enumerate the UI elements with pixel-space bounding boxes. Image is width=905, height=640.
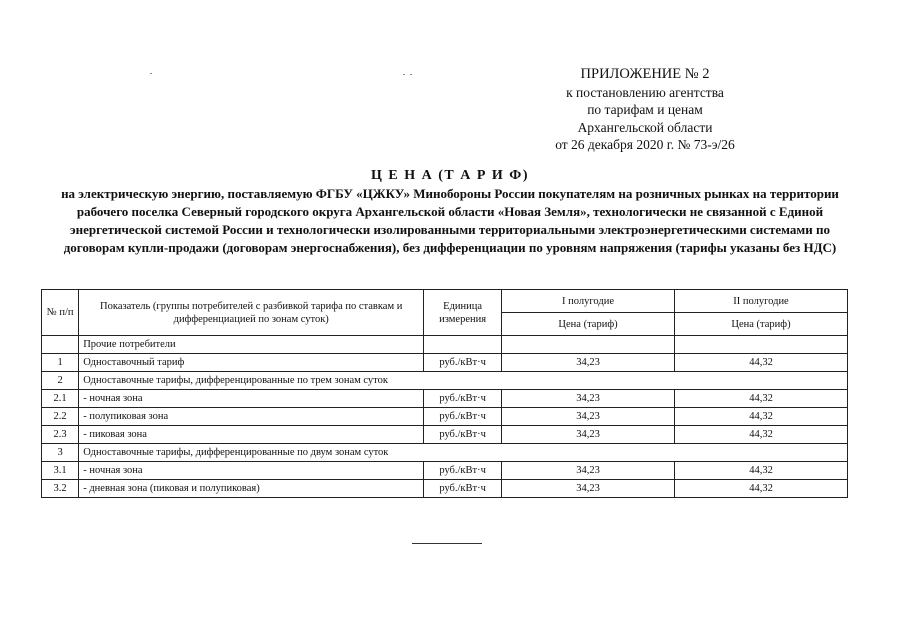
row-price-1: 34,23 — [502, 408, 675, 426]
row-number: 3.2 — [42, 480, 79, 498]
scan-speck — [410, 74, 412, 75]
row-indicator: Одноставочный тариф — [79, 354, 424, 372]
row-price-2: 44,32 — [675, 408, 848, 426]
row-indicator: - полупиковая зона — [79, 408, 424, 426]
group-title: Одноставочные тарифы, дифференцированные по трем зонам суток — [79, 372, 848, 390]
row-price-2: 44,32 — [675, 480, 848, 498]
table-row — [42, 390, 848, 408]
table-cell — [42, 336, 79, 354]
header-price-1: Цена (тариф) — [502, 313, 675, 336]
header-no: № п/п — [42, 290, 79, 336]
row-indicator: - дневная зона (пиковая и полупиковая) — [79, 480, 424, 498]
scan-speck — [403, 74, 405, 75]
scan-speck — [150, 73, 152, 74]
row-unit: руб./кВт·ч — [424, 354, 502, 372]
row-number: 2.2 — [42, 408, 79, 426]
row-indicator: - пиковая зона — [79, 426, 424, 444]
row-unit: руб./кВт·ч — [424, 408, 502, 426]
row-price-2: 44,32 — [675, 462, 848, 480]
closing-separator-line — [412, 543, 482, 544]
appendix-line: к постановлению агентства — [566, 84, 724, 100]
table-row — [42, 426, 848, 444]
row-unit: руб./кВт·ч — [424, 462, 502, 480]
row-number: 2.1 — [42, 390, 79, 408]
table-cell — [424, 336, 502, 354]
row-unit: руб./кВт·ч — [424, 390, 502, 408]
table-row — [42, 462, 848, 480]
appendix-block — [520, 66, 770, 154]
appendix-title: ПРИЛОЖЕНИЕ № 2 — [580, 66, 710, 82]
header-period-2: II полугодие — [675, 290, 848, 313]
row-price-2: 44,32 — [675, 426, 848, 444]
header-indicator: Показатель (группы потребителей с разбивкой тарифа по ставкам и дифференциацией по зонам суток) — [79, 290, 424, 336]
header-price-2: Цена (тариф) — [675, 313, 848, 336]
group-row — [42, 372, 848, 390]
tariff-table — [41, 289, 848, 498]
row-number: 2.3 — [42, 426, 79, 444]
row-unit: руб./кВт·ч — [424, 480, 502, 498]
table-row — [42, 480, 848, 498]
section-title: Прочие потребители — [79, 336, 424, 354]
table-cell — [502, 336, 675, 354]
group-row — [42, 444, 848, 462]
row-price-1: 34,23 — [502, 390, 675, 408]
row-unit: руб./кВт·ч — [424, 426, 502, 444]
section-row — [42, 336, 848, 354]
appendix-line: по тарифам и ценам — [587, 102, 703, 117]
row-number: 3.1 — [42, 462, 79, 480]
table-cell — [675, 336, 848, 354]
document-subtitle: на электрическую энергию, поставляемую ФГБУ «ЦЖКУ» Минобороны России покупателям на розничных рынках на территории рабочего поселка Северный городского округа Архангельской области «Новая Земля», технологически не связанной с Единой энергетической системой России и технологически изолированными территориальными электроэнергетическими системами по договорам купли-продажи (договорам энергоснабжения), без дифференциации по уровням напряжения (тарифы указаны без НДС) — [61, 186, 839, 255]
table-row — [42, 408, 848, 426]
header-period-1: I полугодие — [502, 290, 675, 313]
row-price-2: 44,32 — [675, 354, 848, 372]
table-header-row — [42, 290, 848, 313]
row-indicator: - ночная зона — [79, 462, 424, 480]
table-row — [42, 354, 848, 372]
row-number: 3 — [42, 444, 79, 462]
row-price-1: 34,23 — [502, 480, 675, 498]
row-number: 2 — [42, 372, 79, 390]
document-title — [60, 167, 840, 257]
row-price-2: 44,32 — [675, 390, 848, 408]
group-title: Одноставочные тарифы, дифференцированные по двум зонам суток — [79, 444, 848, 462]
row-indicator: - ночная зона — [79, 390, 424, 408]
row-number: 1 — [42, 354, 79, 372]
row-price-1: 34,23 — [502, 426, 675, 444]
row-price-1: 34,23 — [502, 462, 675, 480]
header-unit: Единица измерения — [424, 290, 502, 336]
appendix-line: от 26 декабря 2020 г. № 73-э/26 — [555, 137, 735, 152]
row-price-1: 34,23 — [502, 354, 675, 372]
document-title-main: Ц Е Н А (Т А Р И Ф) — [371, 168, 529, 183]
appendix-line: Архангельской области — [577, 119, 713, 135]
